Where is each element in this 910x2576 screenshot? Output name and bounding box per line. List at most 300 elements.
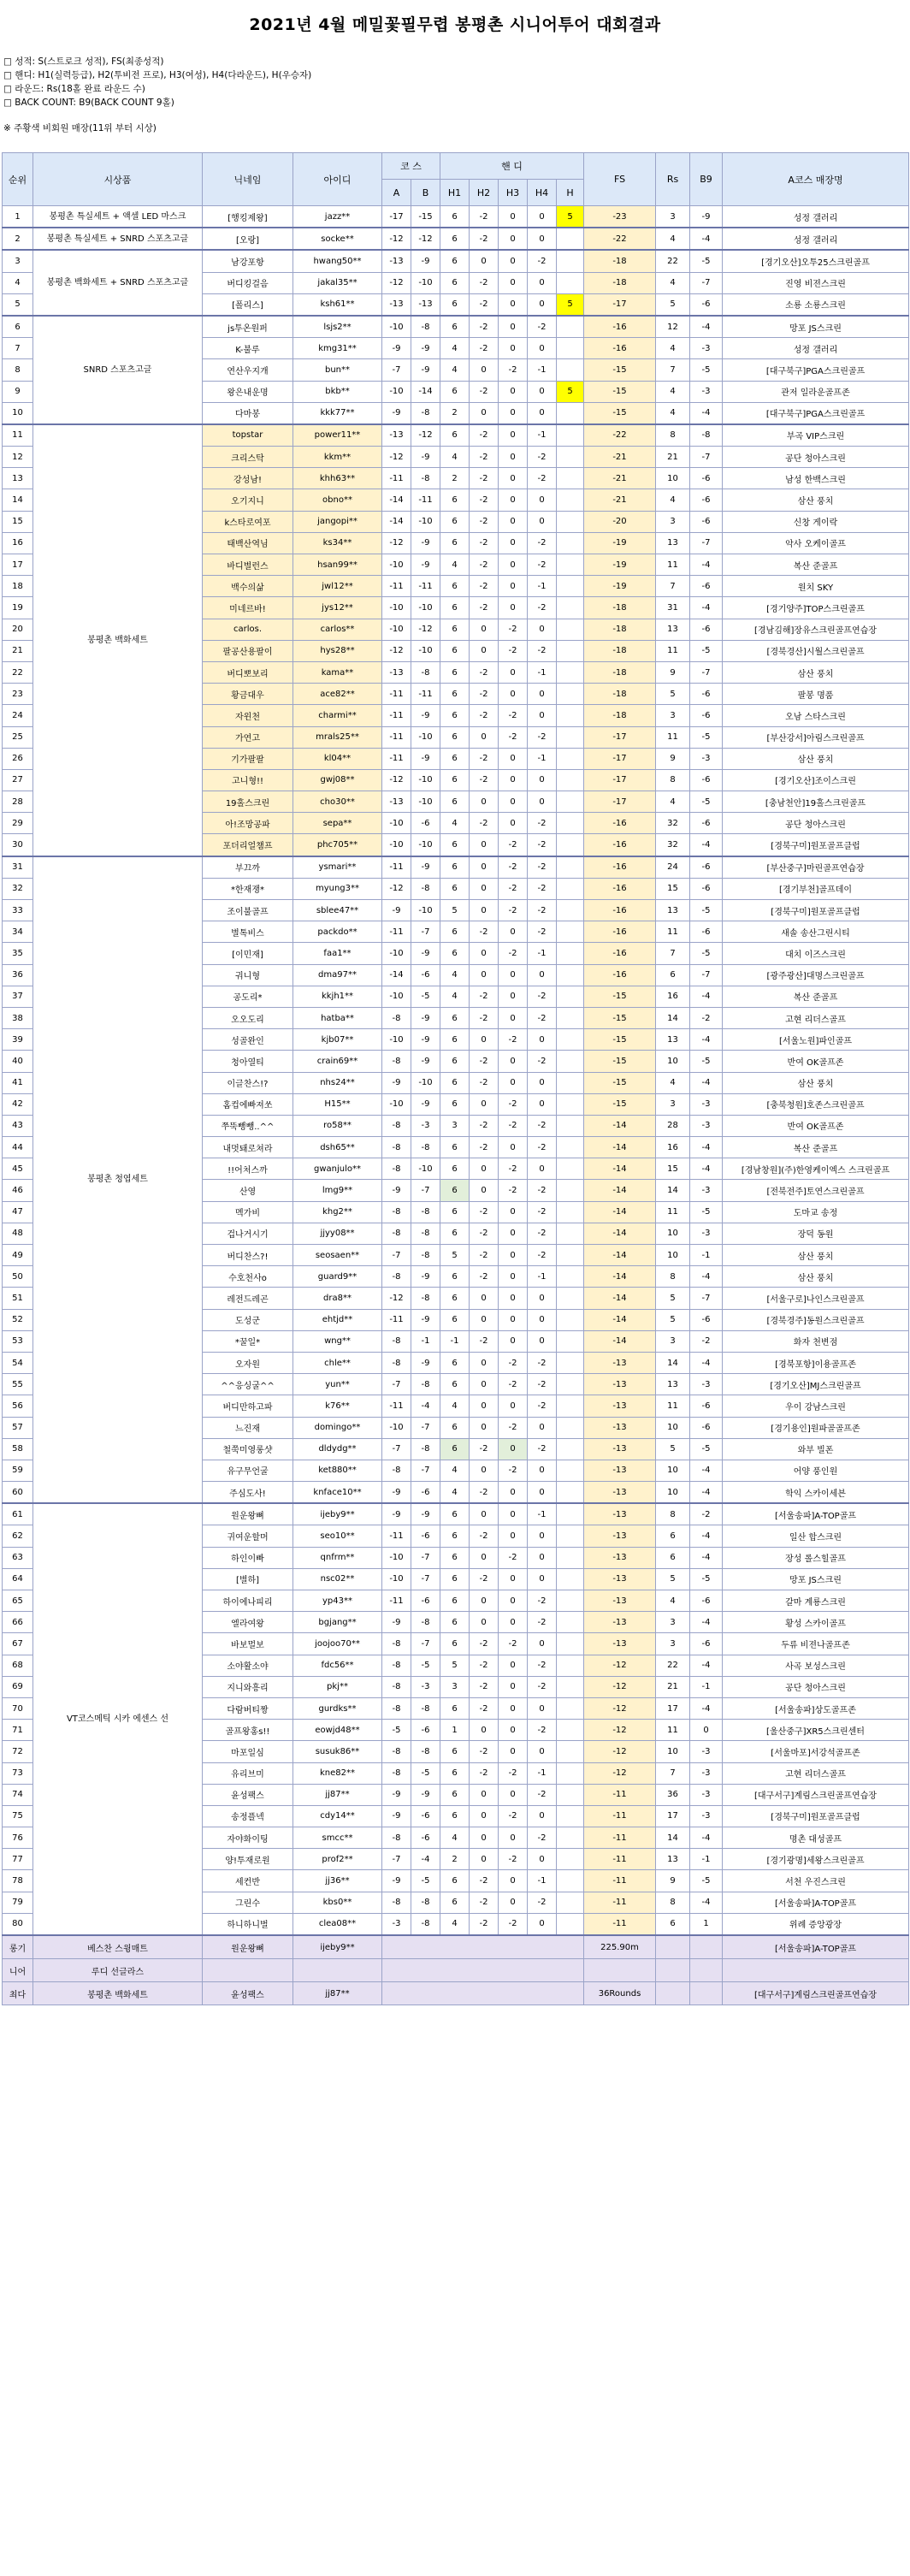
- cell-h3: -2: [499, 1417, 528, 1438]
- cell-h: [557, 359, 584, 381]
- cell-b9: -4: [690, 834, 723, 856]
- cell-b: -3: [411, 1676, 440, 1697]
- cell-h1: 6: [440, 1633, 470, 1655]
- cell-h2: -2: [470, 1007, 499, 1028]
- cell-a: -9: [382, 1612, 411, 1633]
- cell-uid: qnfrm**: [293, 1547, 382, 1568]
- cell-h1: 6: [440, 1438, 470, 1460]
- cell-store: 원치 SKY: [723, 576, 909, 597]
- cell-b9: -3: [690, 1805, 723, 1827]
- cell-rs: 4: [656, 272, 690, 293]
- cell-a: -8: [382, 1460, 411, 1481]
- cell-b: -4: [411, 1849, 440, 1870]
- cell-uid: kbs0**: [293, 1892, 382, 1913]
- cell-b: -9: [411, 943, 440, 964]
- cell-uid: hwang50**: [293, 250, 382, 272]
- cell-rank: 1: [3, 206, 33, 228]
- cell-h2: 0: [470, 1029, 499, 1051]
- special-empty: [382, 1935, 584, 1959]
- cell-nick: k스타로여포: [203, 511, 293, 532]
- cell-rs: 5: [656, 1309, 690, 1330]
- cell-rs: 10: [656, 1482, 690, 1504]
- cell-h3: 0: [499, 813, 528, 834]
- cell-fs: -13: [584, 1352, 656, 1373]
- cell-store: 오남 스타스크린: [723, 705, 909, 726]
- cell-h: [557, 1051, 584, 1072]
- cell-b: -10: [411, 1072, 440, 1093]
- cell-uid: kkjh1**: [293, 986, 382, 1007]
- cell-uid: packdo**: [293, 921, 382, 943]
- cell-h: [557, 705, 584, 726]
- cell-h3: 0: [499, 250, 528, 272]
- cell-store: [경북포항]이용골프존: [723, 1352, 909, 1373]
- cell-rs: 16: [656, 1137, 690, 1158]
- cell-fs: -12: [584, 1655, 656, 1676]
- cell-h2: 0: [470, 250, 499, 272]
- cell-h3: -2: [499, 1374, 528, 1395]
- cell-a: -10: [382, 943, 411, 964]
- cell-b9: -4: [690, 1072, 723, 1093]
- cell-h2: 0: [470, 1720, 499, 1741]
- cell-b9: -4: [690, 1352, 723, 1373]
- cell-h2: -2: [470, 489, 499, 511]
- cell-a: -10: [382, 1029, 411, 1051]
- cell-b9: -1: [690, 1245, 723, 1266]
- cell-b9: -4: [690, 1158, 723, 1180]
- special-b9: [690, 1959, 723, 1982]
- cell-h1: 6: [440, 1374, 470, 1395]
- cell-rs: 13: [656, 1374, 690, 1395]
- cell-rs: 5: [656, 1438, 690, 1460]
- cell-uid: domingo**: [293, 1417, 382, 1438]
- cell-nick: 산영: [203, 1180, 293, 1201]
- cell-h1: 6: [440, 1180, 470, 1201]
- cell-uid: yp43**: [293, 1590, 382, 1612]
- cell-fs: -13: [584, 1590, 656, 1612]
- cell-h: [557, 834, 584, 856]
- cell-h1: 6: [440, 489, 470, 511]
- cell-h4: 0: [528, 402, 557, 424]
- cell-h: [557, 1158, 584, 1180]
- cell-fs: -20: [584, 511, 656, 532]
- cell-h3: 0: [499, 1007, 528, 1028]
- cell-h3: -2: [499, 1633, 528, 1655]
- cell-h3: 0: [499, 986, 528, 1007]
- cell-h3: 0: [499, 921, 528, 943]
- cell-store: [대구서구]계림스크린골프연습장: [723, 1784, 909, 1805]
- cell-uid: pkj**: [293, 1676, 382, 1697]
- cell-h: [557, 1568, 584, 1590]
- cell-store: 삼산 풍치: [723, 1245, 909, 1266]
- header-h1: H1: [440, 180, 470, 206]
- cell-h1: 6: [440, 1697, 470, 1719]
- cell-h2: -2: [470, 1568, 499, 1590]
- cell-h2: -2: [470, 1115, 499, 1136]
- cell-store: 남성 한백스크린: [723, 468, 909, 489]
- cell-a: -11: [382, 684, 411, 705]
- cell-rank: 18: [3, 576, 33, 597]
- cell-store: [부산중구]마린골프연습장: [723, 856, 909, 879]
- prize-cell: 봉평촌 청엽세트: [33, 856, 203, 1504]
- cell-h3: 0: [499, 1051, 528, 1072]
- cell-rs: 31: [656, 597, 690, 619]
- cell-rank: 8: [3, 359, 33, 381]
- cell-rs: 11: [656, 1720, 690, 1741]
- cell-b9: -4: [690, 1697, 723, 1719]
- cell-rs: 4: [656, 228, 690, 250]
- cell-h4: -1: [528, 748, 557, 769]
- cell-rs: 13: [656, 532, 690, 554]
- cell-a: -12: [382, 228, 411, 250]
- cell-h3: -2: [499, 900, 528, 921]
- cell-rank: 37: [3, 986, 33, 1007]
- cell-h3: -2: [499, 878, 528, 899]
- special-nick: [203, 1959, 293, 1982]
- cell-b9: -5: [690, 791, 723, 813]
- cell-h4: 0: [528, 1547, 557, 1568]
- cell-h2: 0: [470, 791, 499, 813]
- cell-h1: 6: [440, 576, 470, 597]
- cell-fs: -13: [584, 1525, 656, 1547]
- cell-rs: 8: [656, 424, 690, 447]
- cell-h1: 6: [440, 748, 470, 769]
- cell-nick: 철쭉미영롱샷: [203, 1438, 293, 1460]
- header-fs: FS: [584, 153, 656, 206]
- cell-h2: 0: [470, 1093, 499, 1115]
- cell-h2: -2: [470, 1201, 499, 1223]
- special-rs: [656, 1959, 690, 1982]
- note-handicap: □ 핸디: H1(실력등급), H2(투비전 프로), H3(여성), H4(다라운드), H(우승자): [3, 70, 312, 80]
- cell-h3: -2: [499, 640, 528, 661]
- cell-nick: [폴리스]: [203, 293, 293, 316]
- table-row: [3, 316, 909, 338]
- cell-fs: -16: [584, 943, 656, 964]
- cell-b9: -2: [690, 1007, 723, 1028]
- cell-h2: -2: [470, 1482, 499, 1504]
- cell-h2: -2: [470, 381, 499, 402]
- cell-b: -10: [411, 511, 440, 532]
- cell-h2: -2: [470, 1223, 499, 1244]
- cell-h4: -1: [528, 359, 557, 381]
- cell-h2: -2: [470, 1072, 499, 1093]
- header-nickname: 닉네임: [203, 153, 293, 206]
- cell-nick: 내멋돼로쳐라: [203, 1137, 293, 1158]
- cell-a: -9: [382, 1503, 411, 1525]
- cell-rank: 80: [3, 1913, 33, 1935]
- cell-h1: 4: [440, 554, 470, 576]
- cell-fs: -15: [584, 1007, 656, 1028]
- cell-h1: 4: [440, 986, 470, 1007]
- cell-b: -8: [411, 878, 440, 899]
- cell-h: [557, 791, 584, 813]
- cell-rank: 36: [3, 964, 33, 986]
- cell-b9: -6: [690, 511, 723, 532]
- cell-h2: -2: [470, 1697, 499, 1719]
- results-body: [3, 206, 909, 2005]
- cell-h2: 0: [470, 1827, 499, 1849]
- cell-b9: -6: [690, 293, 723, 316]
- cell-store: 새솔 송산그린시티: [723, 921, 909, 943]
- cell-fs: -15: [584, 986, 656, 1007]
- cell-h4: -2: [528, 921, 557, 943]
- cell-h2: -2: [470, 1245, 499, 1266]
- cell-b: -8: [411, 468, 440, 489]
- cell-h4: -2: [528, 1223, 557, 1244]
- cell-h1: 6: [440, 1590, 470, 1612]
- cell-nick: 쭈뚝뺑뺑..^^: [203, 1115, 293, 1136]
- cell-b9: -4: [690, 1460, 723, 1481]
- cell-b: -10: [411, 640, 440, 661]
- cell-rank: 75: [3, 1805, 33, 1827]
- cell-uid: obno**: [293, 489, 382, 511]
- cell-nick: 겁나거시기: [203, 1223, 293, 1244]
- cell-h3: -2: [499, 1805, 528, 1827]
- cell-h: [557, 272, 584, 293]
- cell-fs: -15: [584, 1029, 656, 1051]
- cell-h3: 0: [499, 206, 528, 228]
- cell-uid: socke**: [293, 228, 382, 250]
- cell-uid: mrals25**: [293, 726, 382, 748]
- cell-h1: 3: [440, 1115, 470, 1136]
- cell-rank: 4: [3, 272, 33, 293]
- cell-h1: 6: [440, 1158, 470, 1180]
- cell-b9: -7: [690, 272, 723, 293]
- cell-b: -6: [411, 1805, 440, 1827]
- cell-nick: 하니하니벌: [203, 1913, 293, 1935]
- cell-h: [557, 1180, 584, 1201]
- cell-a: -11: [382, 1590, 411, 1612]
- cell-h2: -2: [470, 468, 499, 489]
- cell-rank: 13: [3, 468, 33, 489]
- cell-rank: 2: [3, 228, 33, 250]
- cell-h4: 0: [528, 489, 557, 511]
- cell-h3: 0: [499, 1072, 528, 1093]
- cell-h: [557, 316, 584, 338]
- cell-h1: 6: [440, 661, 470, 683]
- cell-fs: -18: [584, 250, 656, 272]
- cell-a: -13: [382, 250, 411, 272]
- cell-store: 부곡 VIP스크린: [723, 424, 909, 447]
- cell-nick: 버디찬스?!: [203, 1245, 293, 1266]
- cell-h3: 0: [499, 1201, 528, 1223]
- cell-b: -8: [411, 1741, 440, 1762]
- table-row: [3, 228, 909, 250]
- cell-rank: 44: [3, 1137, 33, 1158]
- cell-h4: -2: [528, 554, 557, 576]
- cell-nick: 소야활소야: [203, 1655, 293, 1676]
- cell-store: 성정 갤러리: [723, 206, 909, 228]
- cell-h: [557, 511, 584, 532]
- cell-h4: -2: [528, 1784, 557, 1805]
- cell-store: 복산 준골프: [723, 554, 909, 576]
- cell-nick: 자야화이팅: [203, 1827, 293, 1849]
- cell-b9: -4: [690, 1612, 723, 1633]
- cell-h1: 4: [440, 813, 470, 834]
- cell-a: -12: [382, 640, 411, 661]
- cell-h3: 0: [499, 316, 528, 338]
- cell-nick: 성골완인: [203, 1029, 293, 1051]
- cell-a: -10: [382, 1568, 411, 1590]
- note-score: □ 성적: S(스트로크 성적), FS(최종성적): [3, 56, 164, 67]
- cell-a: -11: [382, 1309, 411, 1330]
- cell-nick: 수호천사o: [203, 1266, 293, 1288]
- cell-rs: 8: [656, 1266, 690, 1288]
- cell-h4: -2: [528, 834, 557, 856]
- header-h4: H4: [528, 180, 557, 206]
- cell-nick: 연산우지개: [203, 359, 293, 381]
- cell-b: -11: [411, 576, 440, 597]
- cell-b9: -5: [690, 1438, 723, 1460]
- cell-fs: -11: [584, 1805, 656, 1827]
- special-label: 최다: [3, 1982, 33, 2005]
- cell-store: [서울노원]파인골프: [723, 1029, 909, 1051]
- cell-uid: kmg31**: [293, 338, 382, 359]
- cell-h: [557, 661, 584, 683]
- cell-h3: 0: [499, 228, 528, 250]
- cell-rank: 60: [3, 1482, 33, 1504]
- cell-uid: carlos**: [293, 619, 382, 640]
- header-a: A: [382, 180, 411, 206]
- cell-h2: -2: [470, 1913, 499, 1935]
- cell-h2: 0: [470, 964, 499, 986]
- cell-rank: 23: [3, 684, 33, 705]
- cell-h: [557, 532, 584, 554]
- cell-h: [557, 1374, 584, 1395]
- cell-nick: 하인이빠: [203, 1547, 293, 1568]
- cell-h4: -2: [528, 1137, 557, 1158]
- cell-b: -7: [411, 1417, 440, 1438]
- cell-b9: 0: [690, 1720, 723, 1741]
- cell-b: -5: [411, 986, 440, 1007]
- special-id: [293, 1959, 382, 1982]
- cell-h3: 0: [499, 293, 528, 316]
- cell-h2: -2: [470, 424, 499, 447]
- cell-h1: 6: [440, 1741, 470, 1762]
- cell-h4: -2: [528, 1655, 557, 1676]
- cell-b9: -6: [690, 1309, 723, 1330]
- cell-b: -6: [411, 1525, 440, 1547]
- cell-h2: -2: [470, 293, 499, 316]
- cell-h1: 6: [440, 1805, 470, 1827]
- cell-b: -6: [411, 813, 440, 834]
- cell-rank: 29: [3, 813, 33, 834]
- cell-h1: 2: [440, 1849, 470, 1870]
- cell-fs: -11: [584, 1913, 656, 1935]
- cell-fs: -14: [584, 1288, 656, 1309]
- cell-rank: 32: [3, 878, 33, 899]
- cell-b: -8: [411, 1201, 440, 1223]
- cell-rank: 47: [3, 1201, 33, 1223]
- cell-rs: 22: [656, 1655, 690, 1676]
- cell-uid: gwanjulo**: [293, 1158, 382, 1180]
- cell-h: [557, 1676, 584, 1697]
- cell-store: [경북구미]원포골프클럽: [723, 1805, 909, 1827]
- cell-rank: 31: [3, 856, 33, 879]
- cell-nick: 별톡비스: [203, 921, 293, 943]
- cell-h4: -2: [528, 1720, 557, 1741]
- special-id: jj87**: [293, 1982, 382, 2005]
- cell-rank: 35: [3, 943, 33, 964]
- cell-fs: -11: [584, 1784, 656, 1805]
- cell-b9: -5: [690, 1568, 723, 1590]
- cell-b: -8: [411, 1913, 440, 1935]
- cell-a: -10: [382, 1093, 411, 1115]
- cell-rs: 10: [656, 1245, 690, 1266]
- cell-b: -9: [411, 1309, 440, 1330]
- cell-fs: -11: [584, 1870, 656, 1892]
- cell-h1: 6: [440, 1568, 470, 1590]
- cell-b9: -6: [690, 576, 723, 597]
- cell-h3: 0: [499, 272, 528, 293]
- cell-b: -8: [411, 661, 440, 683]
- cell-a: -9: [382, 1180, 411, 1201]
- cell-b: -9: [411, 338, 440, 359]
- cell-rs: 28: [656, 1115, 690, 1136]
- cell-a: -11: [382, 468, 411, 489]
- cell-h3: -2: [499, 1180, 528, 1201]
- cell-rs: 7: [656, 576, 690, 597]
- cell-b: -8: [411, 1438, 440, 1460]
- cell-nick: !!어처스까: [203, 1158, 293, 1180]
- note-rounds: □ 라운드: Rs(18홀 완료 라운드 수): [3, 84, 145, 94]
- cell-rank: 38: [3, 1007, 33, 1028]
- cell-h1: 6: [440, 1352, 470, 1373]
- cell-b9: -4: [690, 986, 723, 1007]
- cell-nick: [오랑]: [203, 228, 293, 250]
- cell-h: [557, 1330, 584, 1352]
- cell-store: [경기용인]원파골골프존: [723, 1417, 909, 1438]
- cell-a: -14: [382, 489, 411, 511]
- cell-uid: nhs24**: [293, 1072, 382, 1093]
- table-row: [3, 424, 909, 447]
- cell-a: -10: [382, 1547, 411, 1568]
- cell-fs: -13: [584, 1374, 656, 1395]
- cell-uid: kkm**: [293, 447, 382, 468]
- cell-rs: 15: [656, 1158, 690, 1180]
- cell-a: -11: [382, 748, 411, 769]
- cell-b9: -5: [690, 900, 723, 921]
- cell-h1: 6: [440, 769, 470, 791]
- cell-h4: 0: [528, 1072, 557, 1093]
- cell-uid: ace82**: [293, 684, 382, 705]
- cell-a: -11: [382, 921, 411, 943]
- cell-b9: -7: [690, 532, 723, 554]
- cell-uid: k76**: [293, 1395, 382, 1417]
- cell-h1: 6: [440, 597, 470, 619]
- cell-a: -13: [382, 293, 411, 316]
- cell-rs: 3: [656, 1093, 690, 1115]
- cell-rank: 62: [3, 1525, 33, 1547]
- cell-rank: 50: [3, 1266, 33, 1288]
- cell-h2: 0: [470, 1352, 499, 1373]
- cell-uid: khh63**: [293, 468, 382, 489]
- cell-h: [557, 726, 584, 748]
- cell-b9: -6: [690, 489, 723, 511]
- cell-h: [557, 338, 584, 359]
- cell-a: -8: [382, 1697, 411, 1719]
- cell-fs: -13: [584, 1395, 656, 1417]
- cell-h4: -2: [528, 1590, 557, 1612]
- cell-b: -8: [411, 316, 440, 338]
- cell-rs: 3: [656, 511, 690, 532]
- cell-h: [557, 1612, 584, 1633]
- cell-h3: -2: [499, 1460, 528, 1481]
- cell-h4: -1: [528, 1503, 557, 1525]
- cell-store: [부산강서]아림스크린골프: [723, 726, 909, 748]
- cell-rank: 58: [3, 1438, 33, 1460]
- cell-h: [557, 1870, 584, 1892]
- cell-h1: 6: [440, 791, 470, 813]
